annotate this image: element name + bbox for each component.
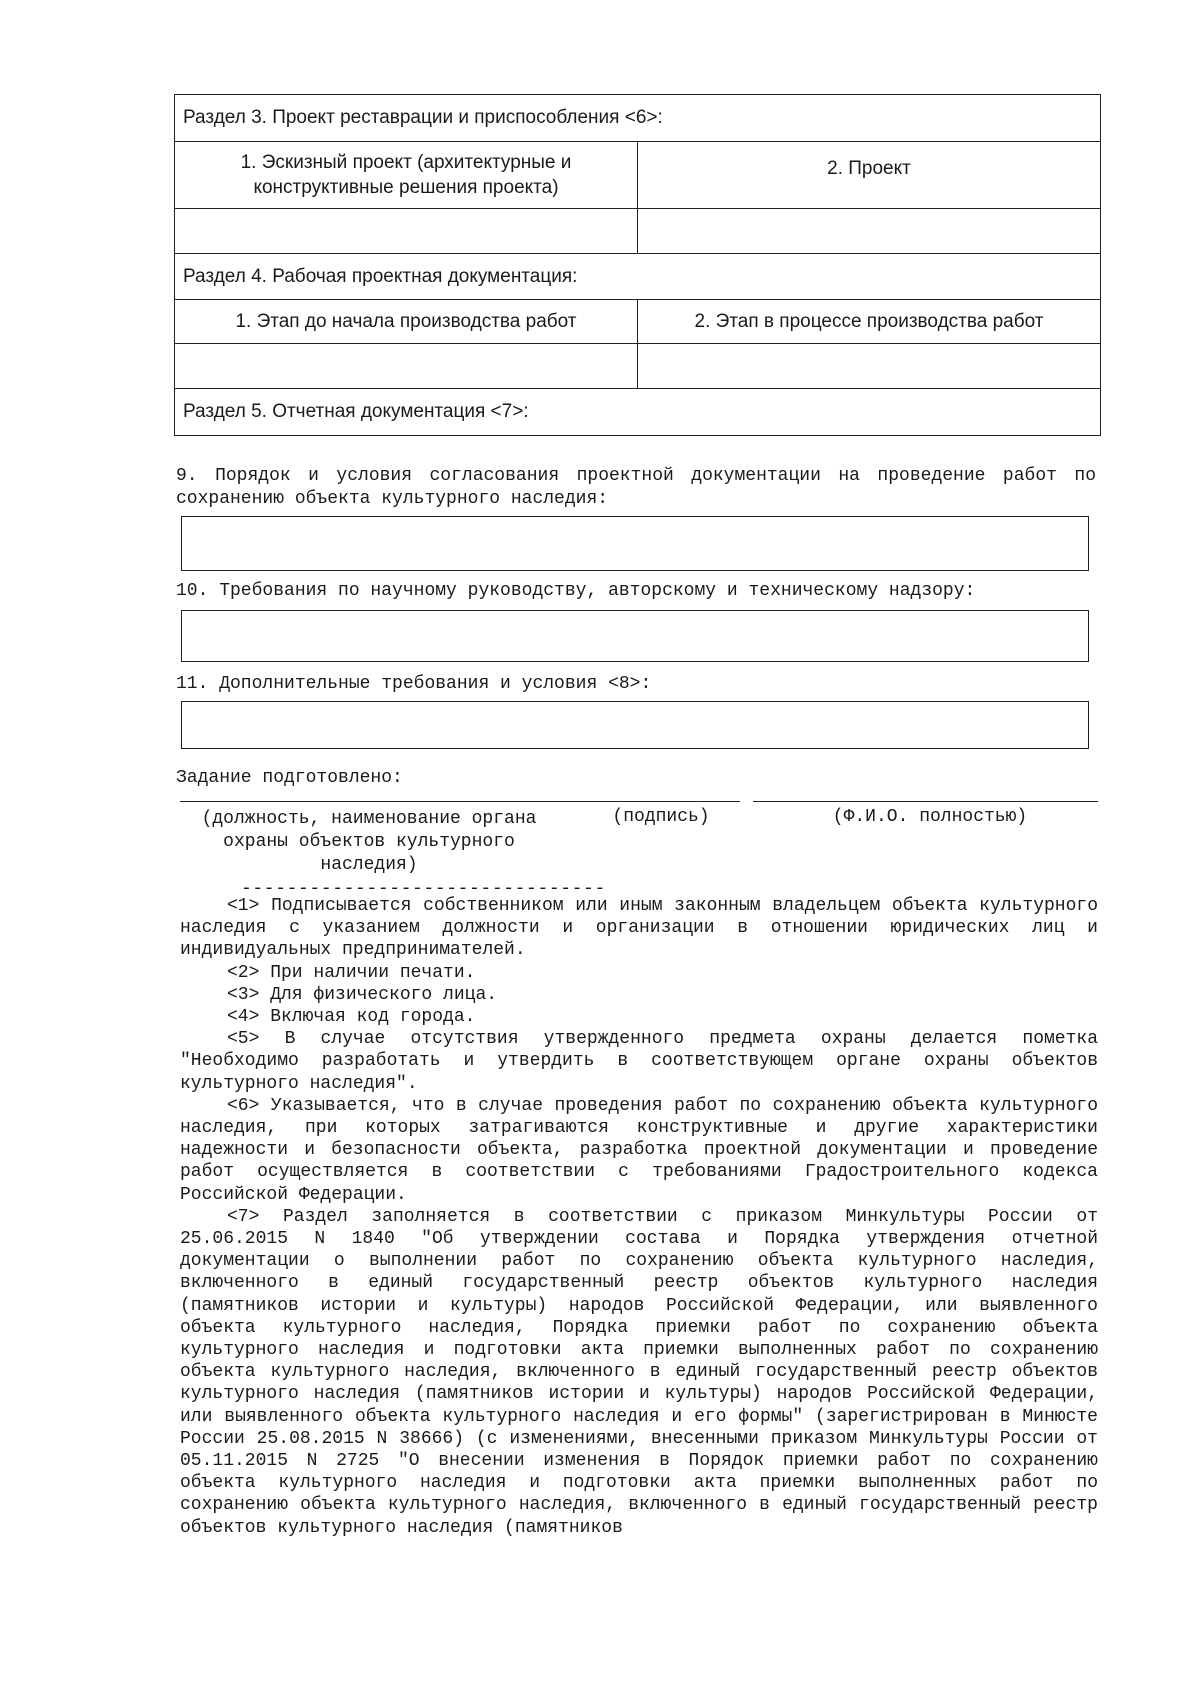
section3-title-row bbox=[175, 95, 1101, 142]
section3-blank-row bbox=[175, 209, 1101, 254]
section5-title: Раздел 5. Отчетная документация <7>: bbox=[175, 389, 1101, 436]
section3-col2-cell[interactable] bbox=[638, 209, 1101, 254]
position-signature-line[interactable] bbox=[180, 801, 598, 802]
item-10-text: 10. Требования по научному руководству, авторскому и техническому надзору: bbox=[176, 581, 976, 601]
footnote-3: <3> Для физического лица. bbox=[227, 984, 498, 1005]
footnotes bbox=[180, 895, 1098, 1539]
sign-caption: (подпись) bbox=[612, 807, 710, 827]
footnote-7: <7> Раздел заполняется в соответствии с приказом Минкультуры России от 25.06.2015 N 1840 "Об утверждении состава и Порядка утверждения отчетной документации о выполнении работ по сохранению объекта культурного наследия, включенного в единый государственный реестр объектов культурного наследия (памятников истории и культуры) народов Российской Федерации, или выявленного объекта культурного наследия, Порядка приемки работ по сохранению объекта культурного наследия и подготовки акта приемки выполненных работ по сохранению объекта культурного наследия, включенного в единый государственный реестр объектов культурного наследия (памятников истории и культуры) народов Российской Федерации, или выявленного объекта культурного наследия и его формы" (зарегистрирован в Минюсте России 25.08.2015 N 38666) (с изменениями, внесенными приказом Минкультуры России от 05.11.2015 N 2725 "О внесении изменения в Порядок приемки работ по сохранению объекта культурного наследия и подготовки акта приемки выполненных работ по сохранению объекта культурного наследия, включенного в единый государственный реестр объектов культурного наследия (памятников bbox=[180, 1206, 1098, 1538]
item-9-field[interactable] bbox=[181, 516, 1089, 571]
section4-col1-cell[interactable] bbox=[175, 344, 638, 389]
section3-title: Раздел 3. Проект реставрации и приспособления <6>: bbox=[175, 95, 1101, 142]
section4-col2-cell[interactable] bbox=[638, 344, 1101, 389]
project-sections-table bbox=[174, 94, 1101, 436]
footnote-2: <2> При наличии печати. bbox=[227, 962, 476, 983]
section3-col1-cell[interactable] bbox=[175, 209, 638, 254]
section3-col1-header: 1. Эскизный проект (архитектурные и конструктивные решения проекта) bbox=[175, 142, 638, 209]
section4-blank-row bbox=[175, 344, 1101, 389]
item-9-text: 9. Порядок и условия согласования проектной документации на проведение работ по сохранению объекта культурного наследия: bbox=[176, 466, 1096, 509]
position-caption-line3: наследия) bbox=[320, 855, 418, 875]
name-signature-line[interactable] bbox=[753, 801, 1098, 802]
section4-title: Раздел 4. Рабочая проектная документация: bbox=[175, 254, 1101, 300]
position-caption-line1: (должность, наименование органа bbox=[201, 809, 537, 829]
section3-header-row bbox=[175, 142, 1101, 209]
footnote-separator: -------------------------------- bbox=[241, 879, 606, 899]
position-caption bbox=[180, 808, 558, 877]
section4-title-row bbox=[175, 254, 1101, 300]
section5-title-row bbox=[175, 389, 1101, 436]
name-caption: (Ф.И.О. полностью) bbox=[832, 807, 1028, 827]
position-caption-line2: охраны объектов культурного bbox=[223, 832, 515, 852]
section4-header-row bbox=[175, 300, 1101, 344]
item-11-field[interactable] bbox=[181, 701, 1089, 749]
prepared-by-label: Задание подготовлено: bbox=[176, 768, 403, 788]
section3-col2-header: 2. Проект bbox=[638, 142, 1101, 209]
section4-col1-header: 1. Этап до начала производства работ bbox=[175, 300, 638, 344]
section4-col2-header: 2. Этап в процессе производства работ bbox=[638, 300, 1101, 344]
footnote-6: <6> Указывается, что в случае проведения работ по сохранению объекта культурного наследия, при которых затрагиваются конструктивные и другие характеристики надежности и безопасности объекта, разработка проектной документации и проведение работ осуществляется в соответствии с требованиями Градостроительного кодекса Российской Федерации. bbox=[180, 1095, 1098, 1205]
item-10-field[interactable] bbox=[181, 610, 1089, 662]
footnote-1: <1> Подписывается собственником или иным законным владельцем объекта культурного наследия с указанием должности и организации в отношении юридических лиц и индивидуальных предпринимателей. bbox=[180, 896, 1098, 961]
sign-signature-line[interactable] bbox=[582, 801, 740, 802]
item-11-text: 11. Дополнительные требования и условия <8>: bbox=[176, 674, 652, 694]
footnote-4: <4> Включая код города. bbox=[227, 1007, 476, 1028]
footnote-5: <5> В случае отсутствия утвержденного предмета охраны делается пометка "Необходимо разработать и утвердить в соответствующем органе охраны объектов культурного наследия". bbox=[180, 1029, 1098, 1094]
